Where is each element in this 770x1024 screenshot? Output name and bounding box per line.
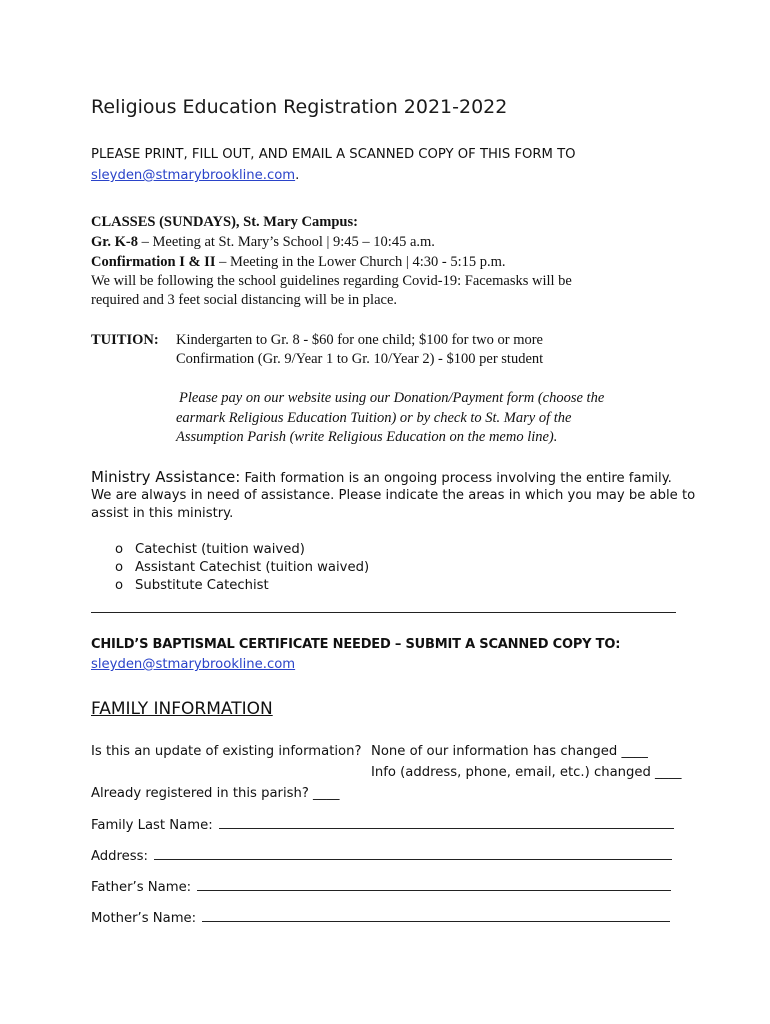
section-divider (91, 612, 676, 613)
baptismal-email-line (91, 657, 295, 672)
ministry-option-substitute[interactable] (91, 578, 269, 593)
ministry-intro: Faith formation is an ongoing process involving the entire family. (240, 471, 672, 486)
page-title: Religious Education Registration 2021-2022 (91, 96, 508, 118)
period: . (295, 168, 300, 183)
option-label: Assistant Catechist (tuition waived) (135, 560, 370, 575)
address-label: Address: (91, 849, 148, 864)
family-last-name-field[interactable] (219, 816, 674, 829)
mother-name-label: Mother’s Name: (91, 911, 197, 926)
checkbox-icon[interactable]: o (115, 578, 124, 593)
classes-confirmation-label: Confirmation I & II (91, 254, 216, 270)
father-name-row (91, 878, 671, 895)
update-option-changed[interactable]: Info (address, phone, email, etc.) changed ____ (371, 765, 682, 780)
payment-note-1: Please pay on our website using our Donation/Payment form (choose the (179, 390, 605, 406)
address-field[interactable] (154, 847, 672, 860)
family-heading: FAMILY INFORMATION (91, 699, 273, 719)
ministry-option-assistant[interactable] (91, 560, 369, 575)
checkbox-icon[interactable]: o (115, 542, 124, 557)
instruction-text: PLEASE PRINT, FILL OUT, AND EMAIL A SCANNED COPY OF THIS FORM TO (91, 147, 576, 162)
update-question: Is this an update of existing information? (91, 744, 362, 759)
father-name-label: Father’s Name: (91, 880, 192, 895)
tuition-line-1: Kindergarten to Gr. 8 - $60 for one child; $100 for two or more (176, 332, 543, 348)
instruction-email-line (91, 168, 299, 183)
ministry-option-catechist[interactable] (91, 542, 305, 557)
option-label: Catechist (tuition waived) (135, 542, 305, 557)
classes-k8-label: Gr. K-8 (91, 234, 138, 250)
registered-question[interactable]: Already registered in this parish? ____ (91, 786, 340, 801)
tuition-line-2: Confirmation (Gr. 9/Year 1 to Gr. 10/Year 2) - $100 per student (176, 351, 544, 367)
baptismal-heading: CHILD’S BAPTISMAL CERTIFICATE NEEDED – SUBMIT A SCANNED COPY TO: (91, 637, 621, 652)
father-name-field[interactable] (197, 878, 671, 891)
ministry-line-3: assist in this ministry. (91, 506, 234, 521)
email-link[interactable]: sleyden@stmarybrookline.com (91, 168, 296, 183)
mother-name-row (91, 909, 670, 926)
address-row (91, 847, 672, 864)
payment-note-2: earmark Religious Education Tuition) or by check to St. Mary of the (176, 410, 572, 426)
mother-name-field[interactable] (202, 909, 670, 922)
checkbox-icon[interactable]: o (115, 560, 124, 575)
baptismal-email-link[interactable]: sleyden@stmarybrookline.com (91, 657, 296, 672)
covid-text-1: We will be following the school guidelines regarding Covid-19: Facemasks will be (91, 273, 572, 289)
family-last-name-row (91, 816, 674, 833)
tuition-label: TUITION: (91, 332, 159, 348)
classes-heading: CLASSES (SUNDAYS), St. Mary Campus: (91, 214, 358, 230)
classes-k8-detail: – Meeting at St. Mary’s School | 9:45 – 10:45 a.m. (138, 234, 435, 250)
option-label: Substitute Catechist (135, 578, 269, 593)
family-last-name-label: Family Last Name: (91, 818, 213, 833)
ministry-line-1 (91, 467, 672, 486)
classes-line-k8 (91, 234, 435, 251)
payment-note-3: Assumption Parish (write Religious Education on the memo line). (176, 429, 558, 445)
update-option-unchanged[interactable]: None of our information has changed ____ (371, 744, 648, 759)
covid-text-2: required and 3 feet social distancing will be in place. (91, 292, 398, 308)
ministry-line-2: We are always in need of assistance. Please indicate the areas in which you may be able to (91, 488, 696, 503)
classes-confirmation-detail: – Meeting in the Lower Church | 4:30 - 5:15 p.m. (215, 254, 506, 270)
classes-line-confirmation (91, 254, 506, 271)
ministry-label: Ministry Assistance: (91, 468, 241, 486)
